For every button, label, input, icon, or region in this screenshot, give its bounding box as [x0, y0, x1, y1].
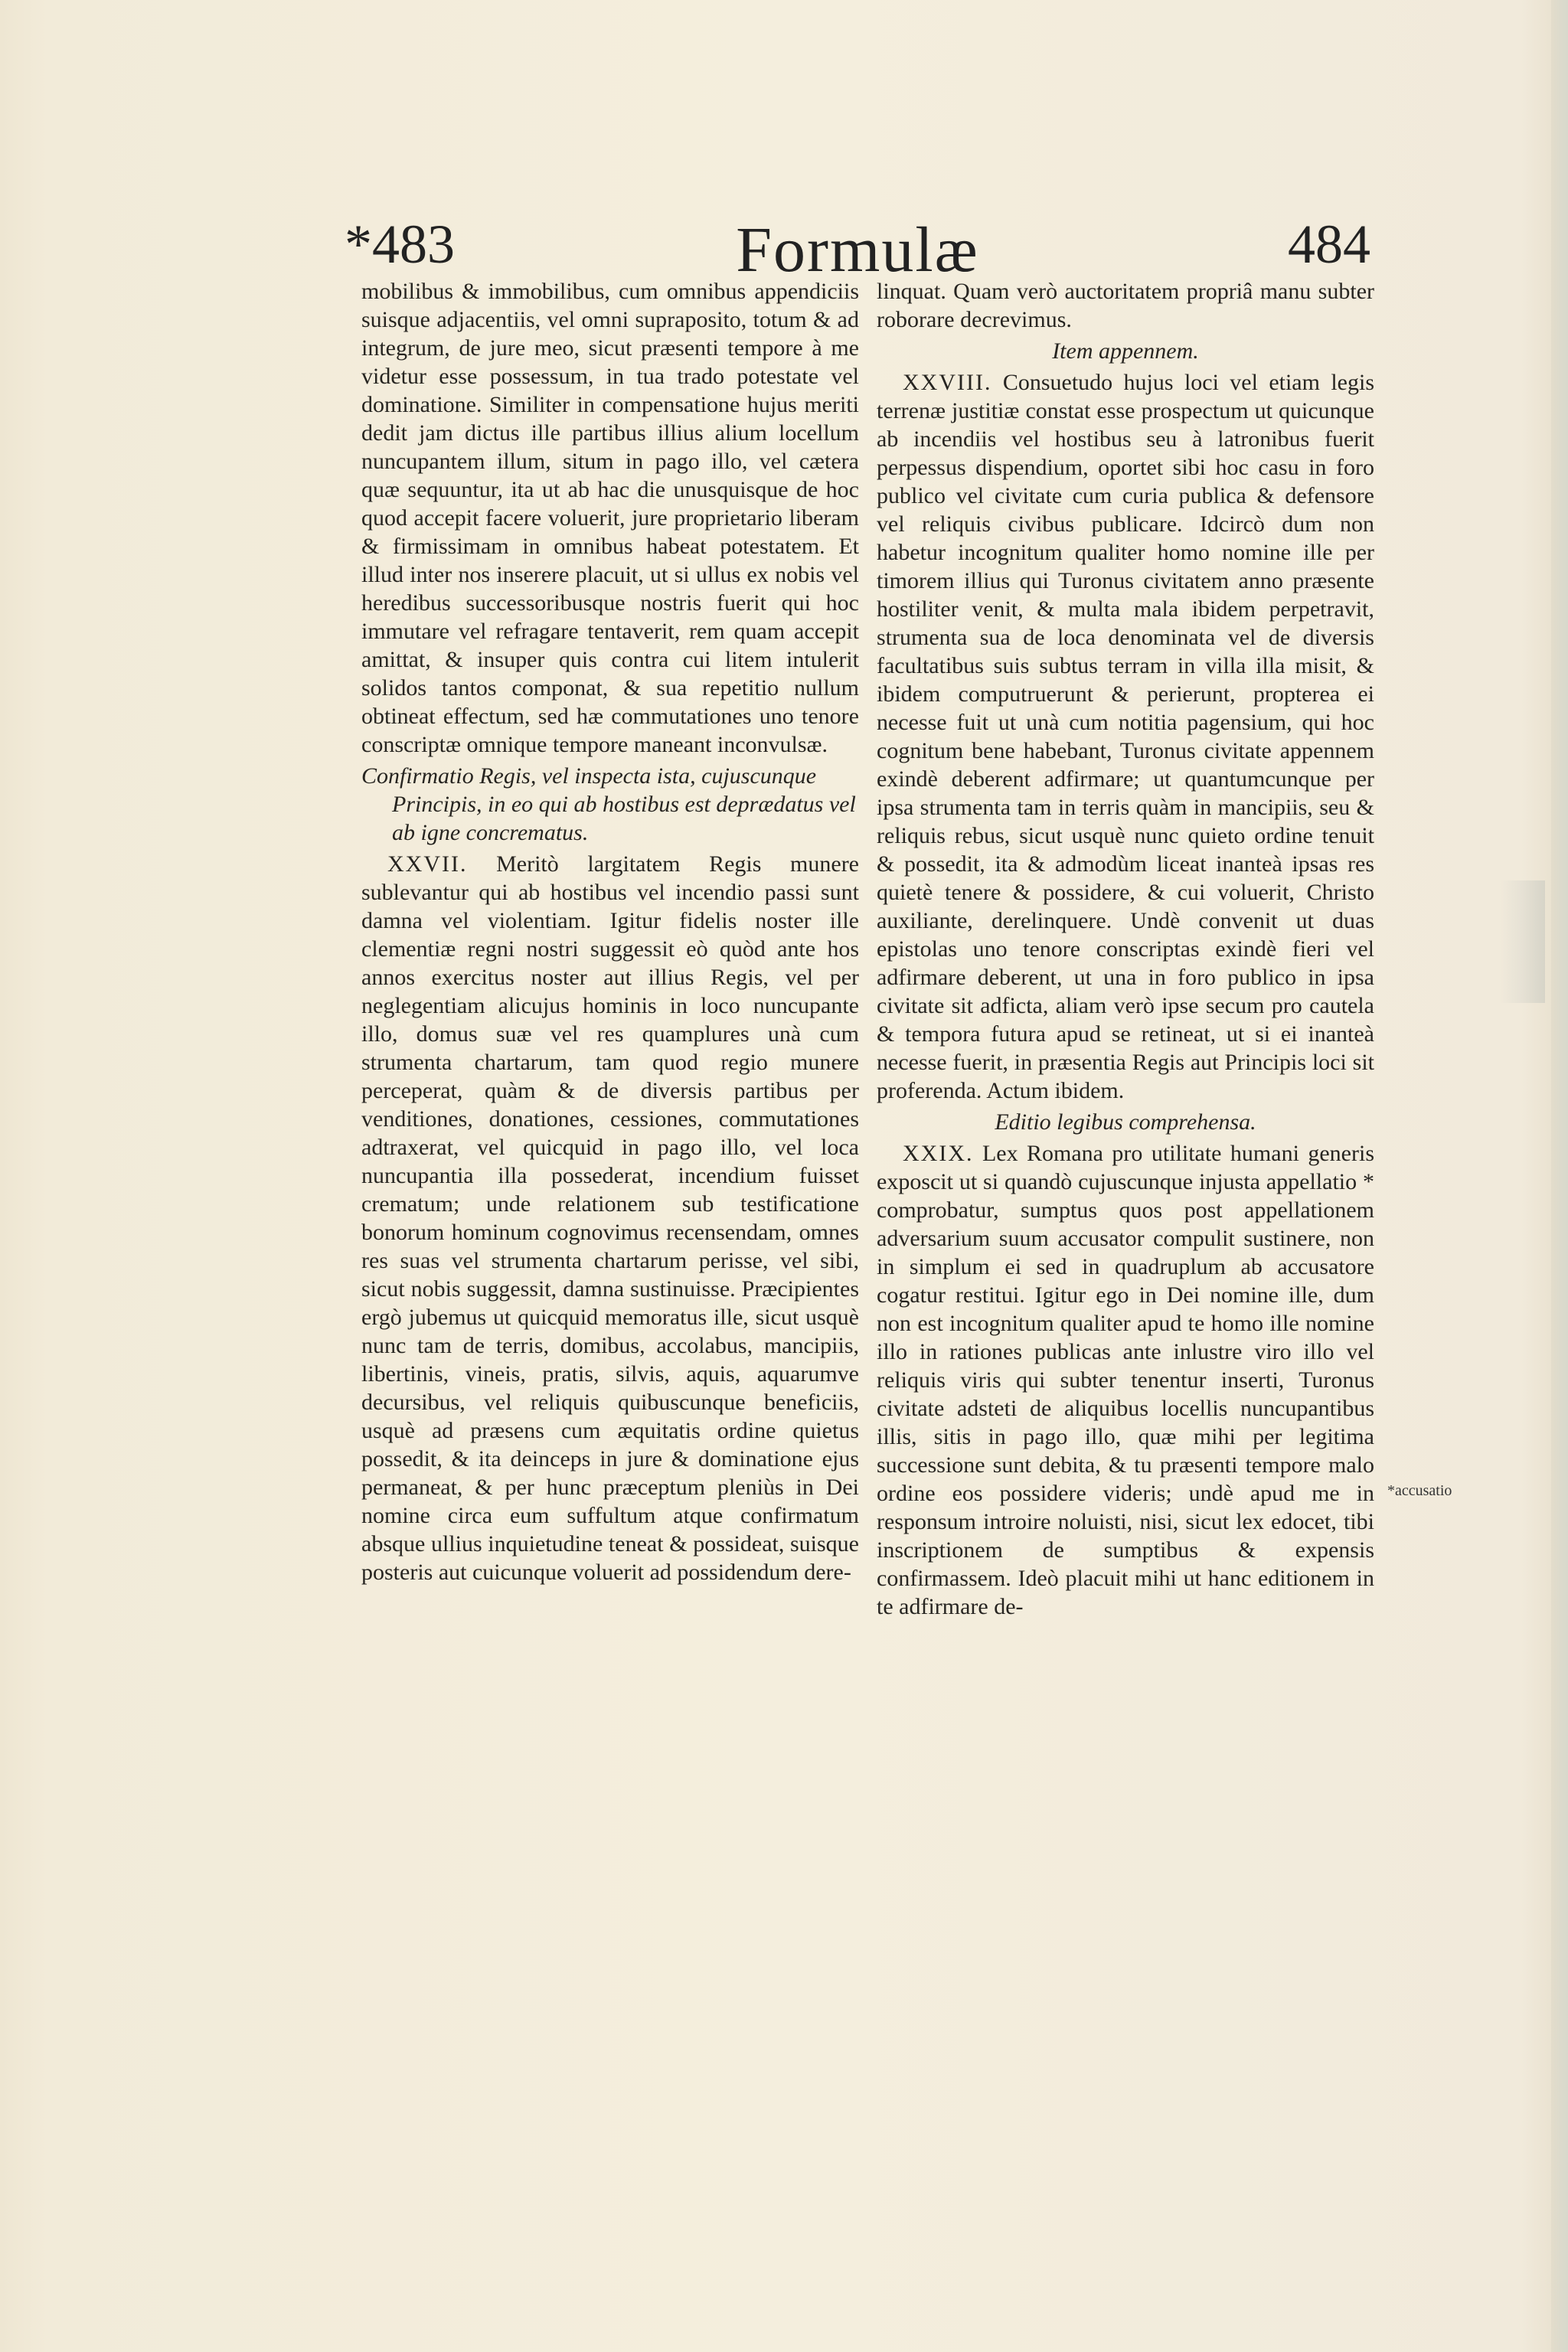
paragraph-text: Consuetudo hujus loci vel etiam legis terrenæ justitiæ constat esse prospectum ut quicunque ab incendiis vel hostibus seu à latronibus fuerit perpessus dispendium, oportet sibi hoc casu in foro publico vel civitate cum curia publica & defensore vel reliquis civibus publicare. Idcircò dum non habetur incognitum qualiter homo nomine ille per timorem illius qui Turonus civitatem anno præsente hostiliter venit, & multa mala ibidem perpetravit, strumenta sua de loca denominata vel de diversis facultatibus suis subtus terram in villa illa misit, & ibidem computruerunt & perierunt, propterea ei necesse fuit ut unà cum notitia pagensium, qui hoc cognitum bene habebant, Turonus civitate appennem exindè deberent adfirmare; ut quantumcunque per ipsa strumenta tam in terris quàm in mancipiis, seu & reliquis rebus, sicut usquè nunc quieto ordine tenuit & possedit, ita & admodùm liceat inanteà ipsas res quietè tenere & possidere, & cui voluerit, Christo auxiliante, derelinquere. Undè convenit ut duas epistolas uno tenore conscriptas exindè fieri vel adfirmare deberent, ut una in foro publico in ipsa civitate sit adficta, aliam verò ipse secum pro cautela & tempora futura apud se retineat, ut si ei inanteà necesse fuerit, in præsentia Regis aut Principis loci sit proferenda. Actum ibidem.: [877, 370, 1374, 1103]
left-column: [361, 277, 859, 1586]
running-title: Formulæ: [736, 214, 979, 286]
section-number: XXVIII.: [903, 370, 992, 395]
page-number-right: 484: [1288, 214, 1370, 275]
section-rubric: Item appennem.: [1052, 338, 1199, 364]
section-number: XXVII.: [387, 851, 468, 877]
paragraph: [361, 850, 859, 1586]
paragraph: linquat. Quam verò auctoritatem propriâ manu subter roborare decrevimus.: [877, 279, 1374, 332]
section-number: XXIX.: [903, 1141, 974, 1166]
paragraph-text: Lex Romana pro utilitate humani generis exposcit ut si quandò cujuscunque injusta appellatio * comprobatur, sumptus quos post appellationem adversarium suum accusator compulit sustinere, non in simplum ei sed in quadruplum ab accusatore cogatur restitui. Igitur ego in Dei nomine ille, dum non est incognitum qualiter apud te homo ille nomine illo in rationes publicas ante inlustre viro illo vel reliquis viris qui subter tenentur inserti, Turonus civitate adsteti de aliquibus locellis nuncupantibus illis, sitis in pago illo, quæ mihi per legitima successione sunt debita, & tu præsenti tempore malo ordine eos possidere videris; undè apud me in responsum introire noluisti, nisi, sicut lex edocet, tibi inscriptionem de sumptibus & expensis confirmassem. Ideò placuit mihi ut hanc editionem in te adfirmare de-: [877, 1141, 1374, 1619]
page-edge: [1551, 0, 1568, 2352]
paragraph: [877, 1139, 1374, 1621]
page-number-left: *483: [345, 214, 455, 275]
section-rubric: Editio legibus comprehensa.: [995, 1109, 1256, 1135]
paragraph-text: Meritò largitatem Regis munere sublevantur qui ab hostibus vel incendio passi sunt damna vel violentiam. Igitur fidelis noster ille clementiæ regni nostri suggessit eò quòd ante hos annos exercitus noster aut illius Regis, vel per neglegentiam alicujus hominis in loco nuncupante illo, domus suæ vel res quamplures unà cum strumenta chartarum, tam quod regio munere perceperat, quàm & de diversis partibus per venditiones, donationes, cessiones, commutationes adtraxerat, vel quicquid in pago illo, vel loca nuncupantia illa possederat, incendium fuisset crematum; unde relationem sub testificatione bonorum hominum cognovimus recensendam, omnes res suas vel strumenta chartarum perisse, vel sibi, sicut nobis suggessit, damna sustinuisse. Præcipientes ergò jubemus ut quicquid memoratus ille, sicut usquè nunc tam de terris, domibus, accolabus, mancipiis, libertinis, vineis, pratis, silvis, aquis, aquarumve decursibus, vel reliquis quibuscunque beneficiis, usquè ad præsens cum æquitatis ordine quietus possedit, & ita deinceps in jure & dominatione ejus permaneat, & per hunc præceptum pleniùs in Dei nomine circa eum suffultum atque confirmatum absque ullius inquietudine teneat & possideat, suisque posteris aut cuicunque voluerit ad possidendum dere-: [361, 851, 859, 1585]
paragraph: mobilibus & immobilibus, cum omnibus appendiciis suisque adjacentiis, vel omni suprapositο, totum & ad integrum, de jure meo, sicut præsenti tempore à me videtur esse possessum, in tua trado potestate vel dominatione. Similiter in compensatione hujus meriti dedit jam dictus ille partibus illius alium locellum nuncupantem illum, situm in pago illo, vel cætera quæ sequuntur, ita ut ab hac die unusquisque de hoc quod accepit facere voluerit, jure proprietario liberam & firmissimam in omnibus habeat potestatem. Et illud inter nos inserere placuit, ut si ullus ex nobis vel heredibus successoribusque nostris fuerit qui hoc immutare vel refragare tentaverit, rem quam accepit amittat, & insuper quis contra cui litem intulerit solidos tantos componat, & sua repetitio nullum obtineat effectum, sed hæ commutationes uno tenore conscriptæ omnique tempore maneant inconvulsæ.: [361, 279, 859, 757]
section-rubric: Confirmatio Regis, vel inspecta ista, cujuscunque Principis, in eo qui ab hostibus est deprædatus vel ab igne concrematus.: [361, 763, 856, 845]
paragraph: [877, 368, 1374, 1105]
margin-note: *accusatio: [1387, 1482, 1452, 1499]
right-column: [877, 277, 1374, 1621]
page-shadow-mark: [1499, 880, 1545, 1003]
